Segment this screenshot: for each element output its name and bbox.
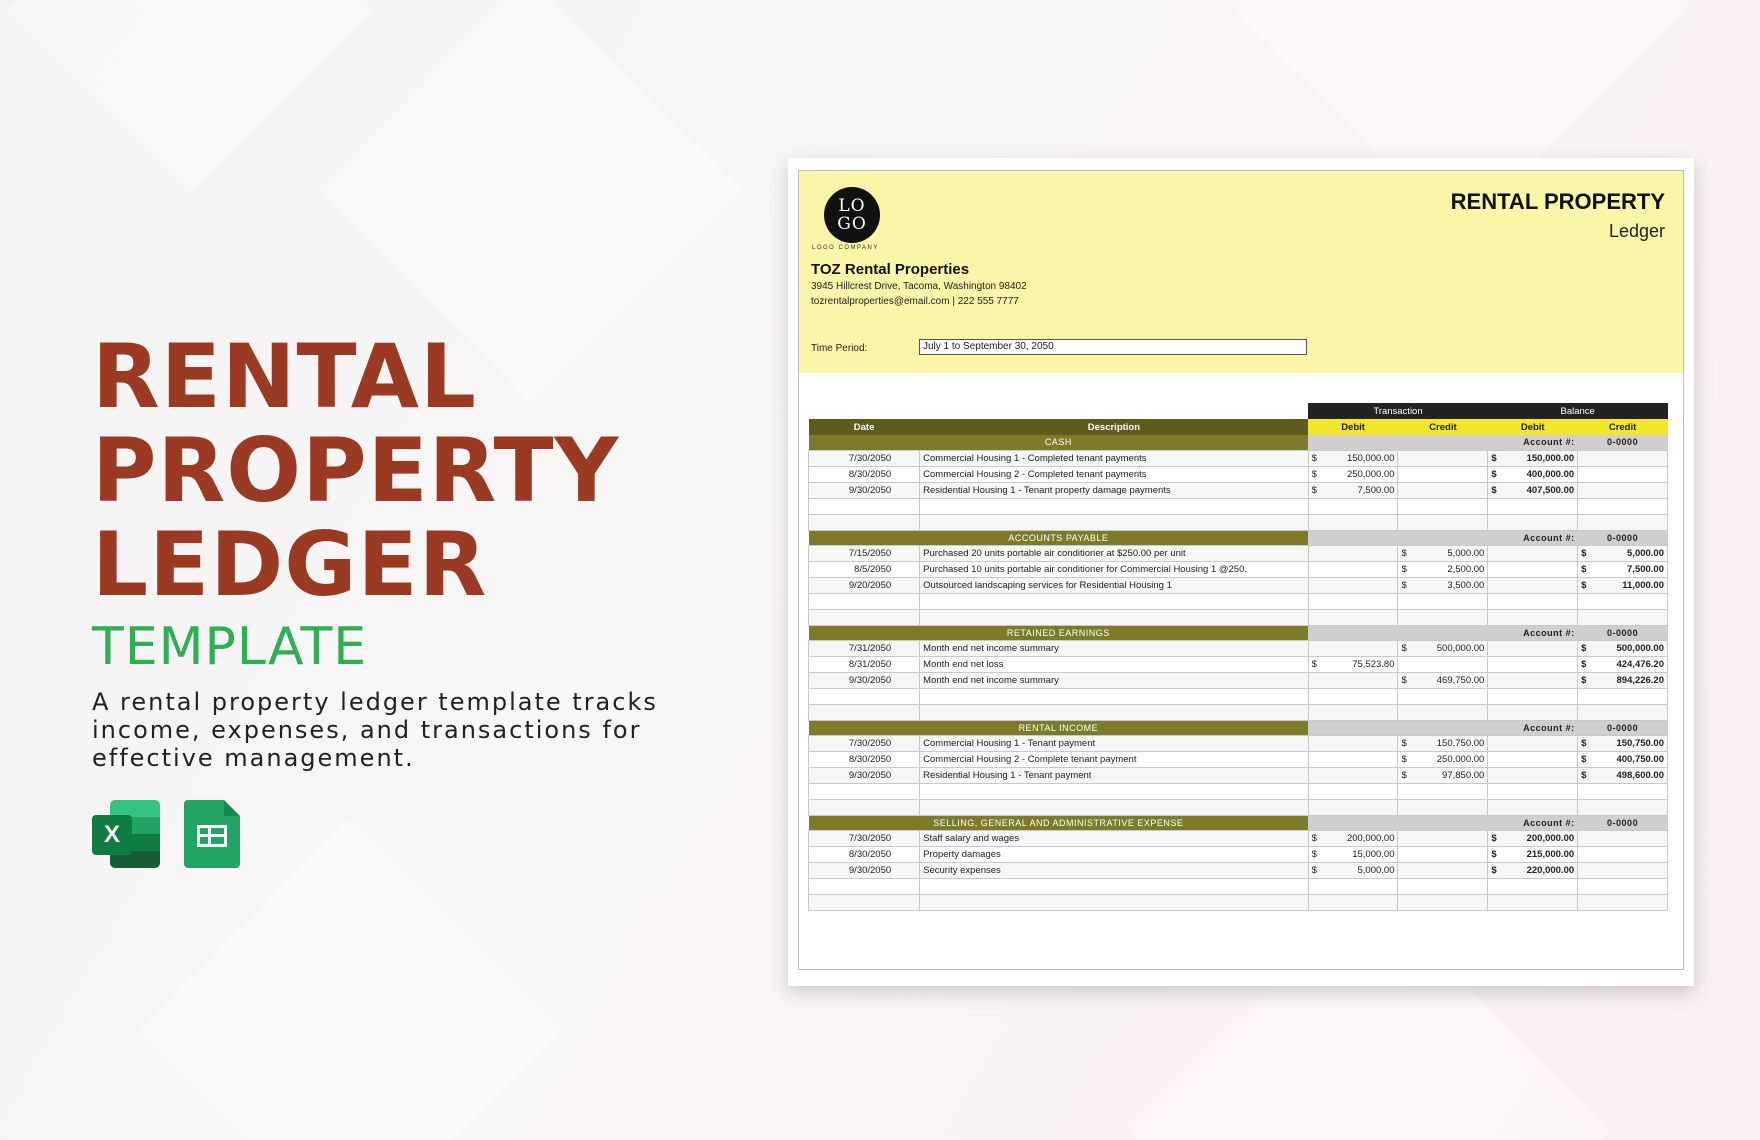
amount-cell[interactable] [1488,751,1578,767]
amount-value: 200,000.00 [1346,832,1395,844]
amount-cell[interactable] [1488,466,1578,482]
amount-value: 500,000.00 [1436,642,1485,654]
currency-symbol: $ [1401,547,1407,559]
amount-value: 75,523.80 [1352,658,1395,670]
date-cell[interactable] [809,593,920,609]
amount-cell[interactable] [1578,894,1668,910]
amount-cell[interactable] [1308,878,1398,894]
amount-cell[interactable] [1398,783,1488,799]
amount-cell[interactable] [1398,609,1488,625]
amount-value: 150,000.00 [1526,452,1575,464]
amount-cell[interactable] [1578,751,1668,767]
section-name: RETAINED EARNINGS [809,625,1309,640]
amount-value: 5,000.00 [1627,547,1664,559]
amount-cell[interactable] [1398,878,1488,894]
currency-symbol: $ [1401,579,1407,591]
amount-cell[interactable] [1488,704,1578,720]
section-spacer [1308,435,1488,450]
amount-cell[interactable] [1578,545,1668,561]
amount-value: 400,000.00 [1526,468,1575,480]
amount-cell[interactable] [1308,577,1398,593]
balance-group-header: Balance [1488,403,1668,419]
amount-cell[interactable] [1488,799,1578,815]
empty-ledger-row [809,498,1668,514]
date-cell[interactable]: 7/30/2050 [809,735,920,751]
date-cell[interactable]: 7/31/2050 [809,640,920,656]
amount-cell[interactable] [1488,482,1578,498]
amount-cell[interactable] [1308,498,1398,514]
company-contact: tozrentalproperties@email.com | 222 555 7777 [811,296,1019,307]
amount-cell[interactable] [1308,640,1398,656]
empty-ledger-row [809,514,1668,530]
amount-cell[interactable] [1398,767,1488,783]
amount-cell[interactable] [1308,672,1398,688]
ledger-row [809,751,1668,767]
date-cell[interactable] [809,894,920,910]
amount-cell[interactable] [1578,466,1668,482]
amount-cell[interactable] [1578,878,1668,894]
amount-value: 15,000.00 [1352,848,1395,860]
amount-value: 200,000.00 [1526,832,1575,844]
amount-value: 220,000.00 [1526,864,1575,876]
amount-value: 5,000.00 [1357,864,1395,876]
amount-cell[interactable] [1398,688,1488,704]
amount-cell[interactable] [1308,751,1398,767]
currency-symbol: $ [1491,468,1497,480]
amount-cell[interactable] [1488,878,1578,894]
amount-cell[interactable] [1308,846,1398,862]
amount-value: 400,750.00 [1616,753,1664,765]
currency-symbol: $ [1401,674,1407,686]
account-label: Account #: [1488,530,1578,545]
amount-value: 3,500.00 [1447,579,1485,591]
amount-value: 2,500.00 [1447,563,1485,575]
ledger-row [809,862,1668,878]
amount-cell[interactable] [1578,514,1668,530]
description-cell[interactable] [920,704,1309,720]
amount-cell[interactable] [1308,830,1398,846]
amount-cell[interactable] [1398,593,1488,609]
ledger-row [809,577,1668,593]
section-header-row [809,625,1668,640]
amount-cell[interactable] [1308,688,1398,704]
currency-symbol: $ [1581,753,1587,765]
amount-value: 500,000.00 [1616,642,1664,654]
currency-symbol: $ [1311,832,1317,844]
amount-cell[interactable] [1578,799,1668,815]
ledger-sheet [798,170,1684,970]
description-cell[interactable]: Security expenses [920,862,1309,878]
amount-cell[interactable] [1488,735,1578,751]
account-number: 0-0000 [1578,720,1668,735]
amount-cell[interactable] [1488,688,1578,704]
description-cell[interactable] [920,609,1309,625]
currency-symbol: $ [1581,737,1587,749]
currency-symbol: $ [1401,753,1407,765]
amount-cell[interactable] [1308,514,1398,530]
section-header-row [809,530,1668,545]
promo-description: A rental property ledger template tracks income, expenses, and transactions for effective management. [92,688,658,772]
date-cell[interactable]: 8/30/2050 [809,751,920,767]
date-cell[interactable] [809,704,920,720]
ledger-row [809,482,1668,498]
account-label: Account #: [1488,625,1578,640]
amount-cell[interactable] [1488,498,1578,514]
amount-cell[interactable] [1308,735,1398,751]
description-cell[interactable]: Month end net loss [920,656,1309,672]
description-cell[interactable]: Month end net income summary [920,640,1309,656]
amount-cell[interactable] [1578,561,1668,577]
account-label: Account #: [1488,435,1578,450]
amount-cell[interactable] [1308,466,1398,482]
date-cell[interactable]: 8/5/2050 [809,561,920,577]
account-number: 0-0000 [1578,625,1668,640]
empty-ledger-row [809,688,1668,704]
description-cell[interactable] [920,878,1309,894]
section-header-row [809,720,1668,735]
currency-symbol: $ [1311,452,1317,464]
amount-cell[interactable] [1398,640,1488,656]
amount-cell[interactable] [1308,450,1398,466]
date-cell[interactable]: 7/15/2050 [809,545,920,561]
amount-cell[interactable] [1398,862,1488,878]
section-header-row [809,435,1668,450]
amount-cell[interactable] [1488,767,1578,783]
date-cell[interactable] [809,878,920,894]
amount-cell[interactable] [1398,672,1488,688]
amount-cell[interactable] [1308,704,1398,720]
col-header-balance-credit: Credit [1578,419,1668,435]
amount-value: 11,000.00 [1622,579,1664,591]
section-name: ACCOUNTS PAYABLE [809,530,1309,545]
ledger-row [809,640,1668,656]
section-spacer [1308,625,1488,640]
company-address: 3945 Hillcrest Drive, Tacoma, Washington 98402 [811,281,1027,292]
amount-value: 407,500.00 [1526,484,1575,496]
empty-ledger-row [809,878,1668,894]
amount-cell[interactable] [1398,450,1488,466]
date-cell[interactable]: 9/30/2050 [809,862,920,878]
amount-cell[interactable] [1398,498,1488,514]
date-cell[interactable] [809,783,920,799]
empty-ledger-row [809,894,1668,910]
amount-value: 498,600.00 [1616,769,1664,781]
date-cell[interactable]: 9/20/2050 [809,577,920,593]
ledger-row [809,830,1668,846]
amount-value: 7,500.00 [1357,484,1395,496]
empty-ledger-row [809,609,1668,625]
currency-symbol: $ [1581,674,1587,686]
amount-cell[interactable] [1398,735,1488,751]
account-label: Account #: [1488,815,1578,830]
amount-cell[interactable] [1578,704,1668,720]
amount-cell[interactable] [1398,466,1488,482]
amount-cell[interactable] [1488,561,1578,577]
amount-cell[interactable] [1578,688,1668,704]
amount-cell[interactable] [1308,767,1398,783]
amount-cell[interactable] [1578,450,1668,466]
promo-title-line: RENTAL [92,325,477,428]
amount-cell[interactable] [1398,846,1488,862]
promo-title-line: PROPERTY [92,419,620,522]
currency-symbol: $ [1581,769,1587,781]
description-cell[interactable]: Month end net income summary [920,672,1309,688]
time-period-label: Time Period: [811,343,868,354]
section-spacer [1308,530,1488,545]
amount-cell[interactable] [1488,609,1578,625]
description-cell[interactable]: Residential Housing 1 - Tenant payment [920,767,1309,783]
amount-cell[interactable] [1308,593,1398,609]
description-cell[interactable] [920,799,1309,815]
amount-cell[interactable] [1398,656,1488,672]
currency-symbol: $ [1311,848,1317,860]
amount-cell[interactable] [1488,672,1578,688]
amount-cell[interactable] [1578,862,1668,878]
amount-cell[interactable] [1488,593,1578,609]
amount-cell[interactable] [1578,482,1668,498]
amount-value: 97,850.00 [1442,769,1485,781]
date-cell[interactable]: 8/30/2050 [809,846,920,862]
empty-ledger-row [809,593,1668,609]
date-cell[interactable] [809,609,920,625]
date-cell[interactable]: 7/30/2050 [809,450,920,466]
date-cell[interactable]: 9/30/2050 [809,767,920,783]
currency-symbol: $ [1581,547,1587,559]
company-logo: LO GO [824,187,880,243]
microsoft-excel-icon: X [92,800,160,868]
currency-symbol: $ [1311,658,1317,670]
description-cell[interactable] [920,894,1309,910]
amount-cell[interactable] [1398,751,1488,767]
account-number: 0-0000 [1578,815,1668,830]
amount-cell[interactable] [1398,799,1488,815]
section-spacer [1308,720,1488,735]
col-header-transaction-credit: Credit [1398,419,1488,435]
currency-symbol: $ [1311,484,1317,496]
description-cell[interactable]: Commercial Housing 1 - Tenant payment [920,735,1309,751]
date-cell[interactable] [809,514,920,530]
amount-cell[interactable] [1578,767,1668,783]
amount-value: 250,000.00 [1436,753,1485,765]
amount-cell[interactable] [1488,862,1578,878]
amount-cell[interactable] [1578,640,1668,656]
empty-ledger-row [809,783,1668,799]
ledger-row [809,545,1668,561]
amount-cell[interactable] [1398,514,1488,530]
amount-cell[interactable] [1308,799,1398,815]
amount-cell[interactable] [1398,577,1488,593]
account-number: 0-0000 [1578,530,1668,545]
amount-value: 5,000.00 [1447,547,1485,559]
promo-panel [92,325,712,772]
amount-cell[interactable] [1398,545,1488,561]
date-cell[interactable] [809,498,920,514]
currency-symbol: $ [1311,864,1317,876]
amount-cell[interactable] [1398,704,1488,720]
amount-cell[interactable] [1488,830,1578,846]
currency-symbol: $ [1491,832,1497,844]
date-cell[interactable]: 9/30/2050 [809,482,920,498]
section-header-row [809,815,1668,830]
col-header-date: Date [809,419,920,435]
amount-cell[interactable] [1308,783,1398,799]
description-cell[interactable]: Residential Housing 1 - Tenant property damage payments [920,482,1309,498]
ledger-row [809,561,1668,577]
empty-ledger-row [809,704,1668,720]
google-sheets-icon [184,800,240,868]
amount-cell[interactable] [1308,545,1398,561]
col-header-description: Description [920,419,1309,435]
section-name: SELLING, GENERAL AND ADMINISTRATIVE EXPENSE [809,815,1309,830]
description-cell[interactable]: Commercial Housing 2 - Complete tenant payment [920,751,1309,767]
description-cell[interactable]: Outsourced landscaping services for Residential Housing 1 [920,577,1309,593]
company-name: TOZ Rental Properties [811,261,970,278]
description-cell[interactable]: Property damages [920,846,1309,862]
description-cell[interactable] [920,783,1309,799]
transaction-group-header: Transaction [1308,403,1488,419]
amount-cell[interactable] [1488,545,1578,561]
promo-title-line: LEDGER [92,513,488,616]
amount-cell[interactable] [1488,656,1578,672]
amount-cell[interactable] [1398,482,1488,498]
currency-symbol: $ [1401,642,1407,654]
logo-caption: LOGO COMPANY [812,245,879,251]
background-facet [6,0,374,194]
account-number: 0-0000 [1578,435,1668,450]
ledger-row [809,656,1668,672]
document-header [799,171,1683,373]
amount-cell[interactable] [1488,450,1578,466]
document-subtitle: Ledger [1608,221,1665,241]
description-cell[interactable]: Purchased 20 units portable air conditioner at $250.00 per unit [920,545,1309,561]
ledger-row [809,846,1668,862]
amount-value: 7,500.00 [1627,563,1664,575]
description-cell[interactable]: Commercial Housing 1 - Completed tenant payments [920,450,1309,466]
description-cell[interactable] [920,514,1309,530]
currency-symbol: $ [1311,468,1317,480]
section-spacer [1308,815,1488,830]
amount-cell[interactable] [1308,656,1398,672]
amount-value: 250,000.00 [1346,468,1395,480]
amount-cell[interactable] [1308,561,1398,577]
currency-symbol: $ [1581,658,1587,670]
empty-ledger-row [809,799,1668,815]
amount-cell[interactable] [1488,783,1578,799]
currency-symbol: $ [1491,864,1497,876]
ledger-row [809,672,1668,688]
currency-symbol: $ [1581,563,1587,575]
amount-value: 150,750.00 [1436,737,1485,749]
currency-symbol: $ [1401,737,1407,749]
currency-symbol: $ [1491,848,1497,860]
amount-value: 150,000.00 [1346,452,1395,464]
promo-subtitle: TEMPLATE [92,617,368,677]
date-cell[interactable] [809,688,920,704]
amount-value: 150,750.00 [1616,737,1664,749]
ledger-document-preview [788,158,1694,986]
amount-cell[interactable] [1578,656,1668,672]
description-cell[interactable] [920,593,1309,609]
currency-symbol: $ [1491,484,1497,496]
date-cell[interactable]: 8/30/2050 [809,466,920,482]
ledger-table [808,403,1668,911]
amount-cell[interactable] [1398,894,1488,910]
document-title: RENTAL PROPERTY [1450,189,1665,214]
amount-cell[interactable] [1578,593,1668,609]
currency-symbol: $ [1581,642,1587,654]
amount-cell[interactable] [1308,894,1398,910]
amount-cell[interactable] [1308,482,1398,498]
amount-cell[interactable] [1578,783,1668,799]
date-cell[interactable]: 7/30/2050 [809,830,920,846]
col-header-balance-debit: Debit [1488,419,1578,435]
app-icons [92,800,240,868]
amount-cell[interactable] [1488,894,1578,910]
description-cell[interactable]: Purchased 10 units portable air conditioner for Commercial Housing 1 @250. [920,561,1309,577]
description-cell[interactable] [920,498,1309,514]
amount-cell[interactable] [1578,609,1668,625]
amount-cell[interactable] [1398,561,1488,577]
description-cell[interactable]: Staff salary and wages [920,830,1309,846]
ledger-body [809,435,1668,910]
amount-value: 424,476.20 [1616,658,1664,670]
col-header-transaction-debit: Debit [1308,419,1398,435]
amount-cell[interactable] [1488,514,1578,530]
description-cell[interactable]: Commercial Housing 2 - Completed tenant payments [920,466,1309,482]
amount-cell[interactable] [1488,640,1578,656]
date-cell[interactable]: 9/30/2050 [809,672,920,688]
date-cell[interactable]: 8/31/2050 [809,656,920,672]
amount-cell[interactable] [1578,735,1668,751]
amount-cell[interactable] [1578,672,1668,688]
amount-cell[interactable] [1578,830,1668,846]
account-label: Account #: [1488,720,1578,735]
ledger-row [809,450,1668,466]
currency-symbol: $ [1401,769,1407,781]
ledger-row [809,767,1668,783]
time-period-field[interactable]: July 1 to September 30, 2050 [919,339,1307,355]
currency-symbol: $ [1581,579,1587,591]
description-cell[interactable] [920,688,1309,704]
ledger-row [809,466,1668,482]
amount-value: 469,750.00 [1436,674,1485,686]
amount-cell[interactable] [1578,577,1668,593]
amount-value: 894,226.20 [1616,674,1664,686]
amount-cell[interactable] [1488,577,1578,593]
amount-cell[interactable] [1308,609,1398,625]
amount-cell[interactable] [1578,846,1668,862]
amount-cell[interactable] [1488,846,1578,862]
currency-symbol: $ [1401,563,1407,575]
amount-value: 215,000.00 [1526,848,1575,860]
amount-cell[interactable] [1398,830,1488,846]
ledger-row [809,735,1668,751]
section-name: CASH [809,435,1309,450]
section-name: RENTAL INCOME [809,720,1309,735]
date-cell[interactable] [809,799,920,815]
amount-cell[interactable] [1308,862,1398,878]
currency-symbol: $ [1491,452,1497,464]
amount-cell[interactable] [1578,498,1668,514]
